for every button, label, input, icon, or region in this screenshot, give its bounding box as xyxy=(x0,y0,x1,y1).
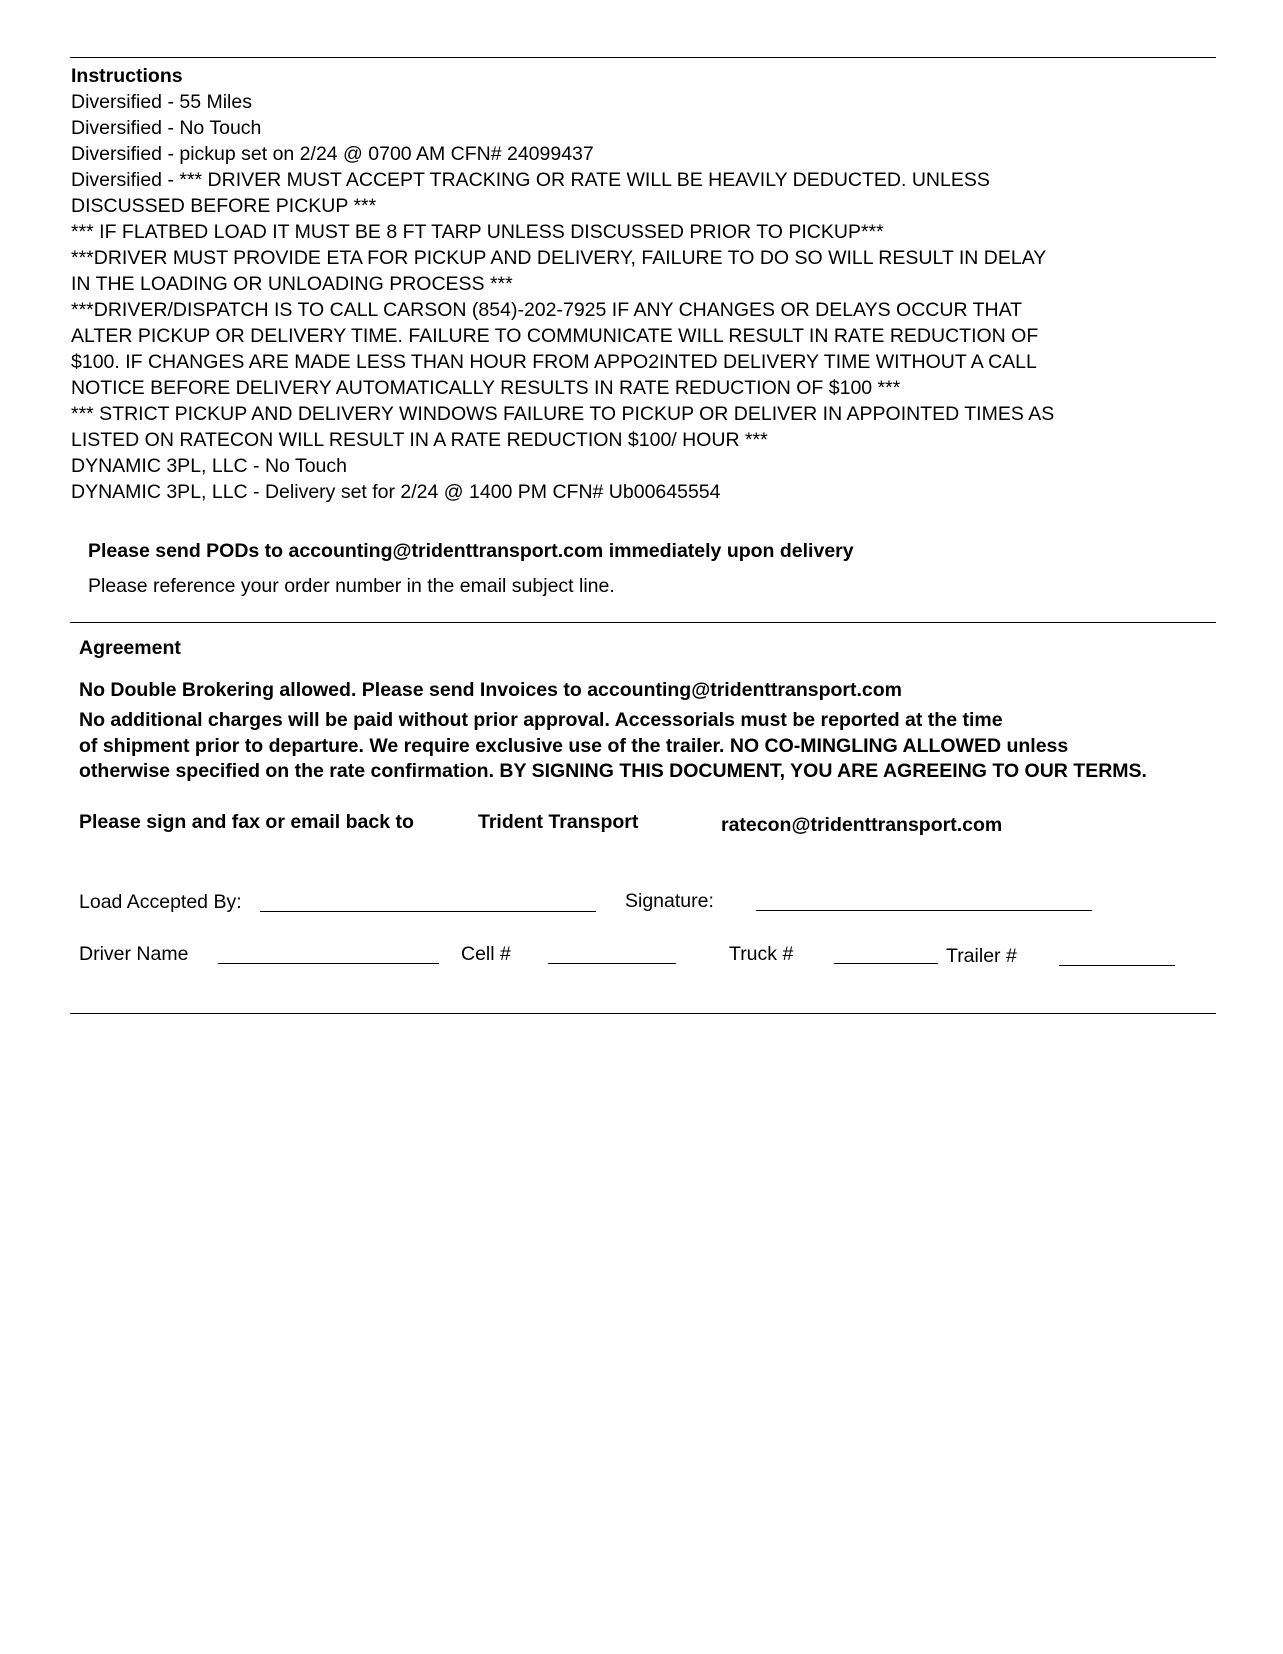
driver-name-field[interactable] xyxy=(218,945,439,964)
agreement-heading: Agreement xyxy=(79,637,181,659)
signature-field[interactable] xyxy=(756,892,1092,911)
trailer-field[interactable] xyxy=(1059,947,1175,966)
terms-line: No additional charges will be paid without prior approval. Accessorials must be reported at the time xyxy=(79,709,1003,731)
driver-name-label: Driver Name xyxy=(79,943,189,965)
instruction-line: ***DRIVER/DISPATCH IS TO CALL CARSON (854)-202-7925 IF ANY CHANGES OR DELAYS OCCUR THAT xyxy=(71,299,1023,321)
instructions-section xyxy=(71,63,1221,505)
agreement-terms xyxy=(79,708,1147,785)
instruction-line: DYNAMIC 3PL, LLC - No Touch xyxy=(71,455,347,477)
instruction-line: DYNAMIC 3PL, LLC - Delivery set for 2/24 @ 1400 PM CFN# Ub00645554 xyxy=(71,481,721,503)
truck-label: Truck # xyxy=(729,943,794,965)
instruction-line: Diversified - *** DRIVER MUST ACCEPT TRACKING OR RATE WILL BE HEAVILY DEDUCTED. UNLESS xyxy=(71,169,990,191)
instruction-line: *** IF FLATBED LOAD IT MUST BE 8 FT TARP UNLESS DISCUSSED PRIOR TO PICKUP*** xyxy=(71,221,884,243)
load-accepted-field[interactable] xyxy=(260,893,596,912)
trailer-label: Trailer # xyxy=(946,945,1017,967)
middle-divider xyxy=(70,622,1216,623)
instruction-line: IN THE LOADING OR UNLOADING PROCESS *** xyxy=(71,273,513,295)
instruction-line: ***DRIVER MUST PROVIDE ETA FOR PICKUP AND DELIVERY, FAILURE TO DO SO WILL RESULT IN DELAY xyxy=(71,247,1047,269)
sign-prompt: Please sign and fax or email back to xyxy=(79,811,414,833)
company-name: Trident Transport xyxy=(478,811,639,833)
return-email: ratecon@tridenttransport.com xyxy=(721,814,1003,836)
terms-line: of shipment prior to departure. We require exclusive use of the trailer. NO CO-MINGLING ALLOWED unless xyxy=(79,734,1069,757)
instruction-line: $100. IF CHANGES ARE MADE LESS THAN HOUR FROM APPO2INTED DELIVERY TIME WITHOUT A CALL xyxy=(71,351,1037,373)
instruction-line: *** STRICT PICKUP AND DELIVERY WINDOWS FAILURE TO PICKUP OR DELIVER IN APPOINTED TIMES AS xyxy=(71,403,1055,425)
brokering-notice: No Double Brokering allowed. Please send Invoices to accounting@tridenttransport.com xyxy=(79,679,902,701)
instruction-line: Diversified - pickup set on 2/24 @ 0700 AM CFN# 24099437 xyxy=(71,143,594,165)
signature-label: Signature: xyxy=(625,890,714,912)
terms-line: otherwise specified on the rate confirmation. BY SIGNING THIS DOCUMENT, YOU ARE AGREEING TO OUR TERMS. xyxy=(79,760,1147,782)
bottom-divider xyxy=(70,1013,1216,1014)
instruction-line: Diversified - No Touch xyxy=(71,117,262,139)
cell-label: Cell # xyxy=(461,943,511,965)
top-divider xyxy=(70,57,1216,58)
instruction-line: Diversified - 55 Miles xyxy=(71,91,252,113)
instructions-heading: Instructions xyxy=(71,65,183,87)
cell-field[interactable] xyxy=(548,945,676,964)
load-accepted-label: Load Accepted By: xyxy=(79,891,242,913)
truck-field[interactable] xyxy=(834,945,938,964)
instruction-line: NOTICE BEFORE DELIVERY AUTOMATICALLY RESULTS IN RATE REDUCTION OF $100 *** xyxy=(71,377,901,399)
instruction-line: ALTER PICKUP OR DELIVERY TIME. FAILURE TO COMMUNICATE WILL RESULT IN RATE REDUCTION OF xyxy=(71,325,1039,347)
pods-reference: Please reference your order number in the email subject line. xyxy=(88,575,615,597)
instruction-line: LISTED ON RATECON WILL RESULT IN A RATE REDUCTION $100/ HOUR *** xyxy=(71,429,768,451)
instruction-line: DISCUSSED BEFORE PICKUP *** xyxy=(71,195,377,217)
pods-notice: Please send PODs to accounting@tridenttransport.com immediately upon delivery xyxy=(88,540,854,562)
